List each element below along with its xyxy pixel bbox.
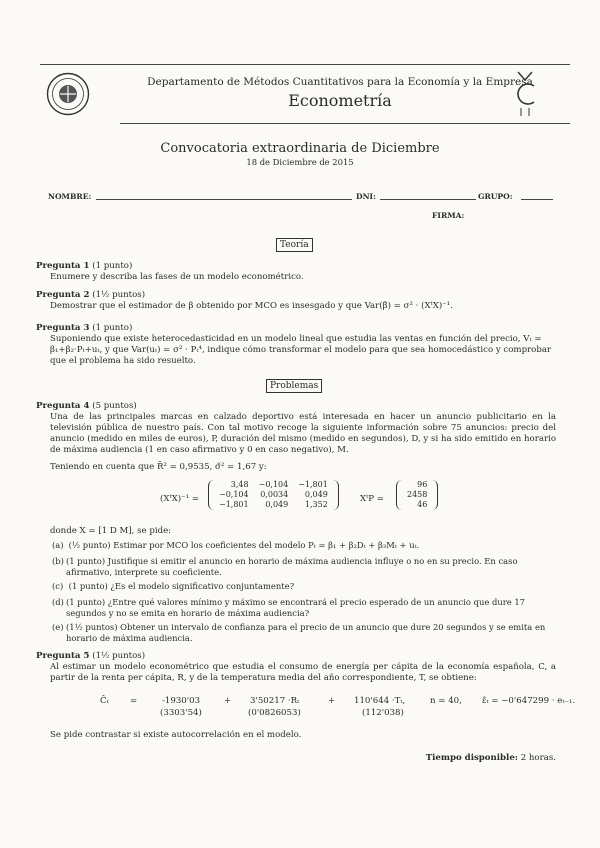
q4-intro: Una de las principales marcas en calzado deportivo está interesada en hacer un anuncio publicitario en la televisión pública de nuestro país. Con tal motivo recoge la siguiente información sobre 75 anuncios: precio del anuncio (medido en miles de euros), P, duración del mismo (medido en segundos), D, y si ha sido emitido en horario de máxima audiencia (1 en caso afirmativo y 0 en caso negativo), M.: [50, 412, 556, 455]
subject-title: Econometría: [288, 91, 392, 110]
q4-where: donde X = [1 D M], se pide:: [50, 526, 172, 536]
q5-op: +: [224, 696, 232, 706]
xtx-cell: 1,352: [304, 500, 328, 509]
xtx-cell: 3,48: [230, 480, 249, 489]
xtp-vector: [396, 480, 438, 510]
xtx-cell: 0,049: [265, 500, 289, 509]
group-label: GRUPO:: [478, 192, 513, 201]
q5-coef: 110'644 ·Tₜ,: [354, 696, 406, 706]
time-available: [300, 753, 556, 764]
q5-equation: [100, 696, 576, 724]
q4-item-a: [52, 540, 557, 551]
q5-se: (0'0826053): [248, 708, 301, 718]
q5-intro: Al estimar un modelo econométrico que estudia el consumo de energía per cápita de la economía española, C, a partir de la renta per cápita, R, y de la temperatura media del año correspondiente, T, se obtiene:: [50, 662, 556, 683]
exam-title: Convocatoria extraordinaria de Diciembre: [160, 141, 440, 156]
q3-points: (1 punto): [92, 323, 133, 333]
problems-heading: Problemas: [266, 379, 322, 393]
q2-text: Demostrar que el estimador de β obtenido por MCO es insesgado y que Var(β̂) = σ² · (XᵗX)⁻¹.: [50, 301, 453, 311]
q5-resid: ε̂ₜ = −0'647299 · eₜ₋₁.: [482, 696, 576, 706]
question-1: [36, 261, 556, 283]
item-label: (c): [52, 581, 64, 591]
signature-label: FIRMA:: [432, 211, 465, 220]
question-5: [36, 651, 556, 684]
xtx-cell: −1,801: [298, 480, 328, 489]
xtp-cell: 96: [417, 480, 428, 489]
xtp-cell: 2458: [407, 490, 428, 499]
q4-item-b: [52, 556, 557, 578]
q3-text: Suponiendo que existe heterocedasticidad en un modelo lineal que estudia las ventas en función del precio, Vₜ = β₁+β₂·Pₜ+uₜ, y que Var(uₜ) = σ² · Pₜ⁴, indique cómo transformar el modelo para que sea homocedástico y comprobar que el problema ha sido resuelto.: [50, 334, 552, 366]
q4-title: Pregunta 4: [36, 401, 90, 411]
xtx-matrix: [208, 480, 339, 510]
q5-n: n = 40,: [430, 696, 462, 706]
item-text: (1½ puntos) Obtener un intervalo de confianza para el precio de un anuncio que dure 20 segundos y se emita en horario de máxima audiencia.: [66, 622, 546, 643]
q1-title: Pregunta 1: [36, 261, 90, 271]
item-text: (1 punto) ¿Entre qué valores mínimo y máximo se encontrará el precio esperado de un anuncio que dure 17 segundos y no se emita en horario de máxima audiencia?: [66, 597, 526, 618]
dni-field[interactable]: [380, 199, 476, 200]
item-label: (a): [52, 540, 64, 550]
q4-matrices: [160, 478, 460, 522]
q1-text: Enumere y describa las fases de un modelo econométrico.: [50, 272, 304, 282]
q5-title: Pregunta 5: [36, 651, 90, 661]
q4-item-e: [52, 622, 557, 644]
dni-label: DNI:: [356, 192, 376, 201]
exam-date: 18 de Diciembre de 2015: [246, 157, 354, 167]
q5-lhs: Ĉₜ: [100, 696, 109, 706]
name-label: NOMBRE:: [48, 192, 92, 201]
question-4: [36, 401, 556, 456]
xtx-label: (XᵗX)⁻¹ =: [160, 494, 199, 504]
group-field[interactable]: [521, 199, 553, 200]
q5-coef: -1930'03: [162, 696, 201, 706]
q2-points: (1½ puntos): [92, 290, 146, 300]
q5-op: +: [328, 696, 336, 706]
item-label: (b): [52, 556, 64, 566]
item-text: (½ punto) Estimar por MCO los coeficientes del modelo Pₜ = β₁ + β₂Dₜ + β₃Mₜ + uₜ.: [68, 540, 420, 550]
name-field[interactable]: [96, 199, 352, 200]
q5-se: (112'038): [362, 708, 404, 718]
xtx-cell: −0,104: [219, 490, 249, 499]
q4-points: (5 puntos): [92, 401, 137, 411]
department-name: Departamento de Métodos Cuantitativos para la Economía y la Empresa: [147, 76, 533, 88]
xtp-cell: 46: [417, 500, 428, 509]
xtx-cell: 0,0034: [260, 490, 289, 499]
q5-se: (3303'54): [160, 708, 202, 718]
question-3: [36, 323, 556, 367]
question-2: [36, 290, 556, 312]
time-label: Tiempo disponible:: [425, 753, 518, 763]
header-bottom-rule: [120, 123, 570, 124]
q1-points: (1 punto): [92, 261, 133, 271]
q4-given: Teniendo en cuenta que R̄² = 0,9535, σ̂² = 1,67 y:: [50, 462, 267, 472]
xtx-cell: −0,104: [258, 480, 289, 489]
item-text: (1 punto) ¿Es el modelo significativo conjuntamente?: [68, 581, 295, 591]
theory-heading: Teoría: [276, 238, 313, 252]
q5-ask: Se pide contrastar si existe autocorrelación en el modelo.: [50, 730, 302, 740]
q4-item-c: [52, 581, 557, 592]
time-value: 2 horas.: [520, 753, 556, 763]
q3-title: Pregunta 3: [36, 323, 90, 333]
department-logo: [510, 68, 540, 120]
item-label: (e): [52, 622, 64, 632]
q5-eq: =: [130, 696, 138, 706]
item-text: (1 punto) Justifique si emitir el anuncio en horario de máxima audiencia influye o no en su precio. En caso afirmativo, interprete su coeficiente.: [66, 556, 518, 577]
q2-title: Pregunta 2: [36, 290, 90, 300]
xtx-cell: 0,049: [304, 490, 328, 499]
q5-coef: 3'50217 ·Rₜ: [250, 696, 300, 706]
q4-item-d: [52, 597, 557, 619]
q5-points: (1½ puntos): [92, 651, 146, 661]
xtx-cell: −1,801: [219, 500, 249, 509]
xtp-label: XᵗP =: [360, 494, 384, 504]
header-top-rule: [40, 64, 570, 65]
item-label: (d): [52, 597, 64, 607]
university-seal: [46, 72, 90, 116]
